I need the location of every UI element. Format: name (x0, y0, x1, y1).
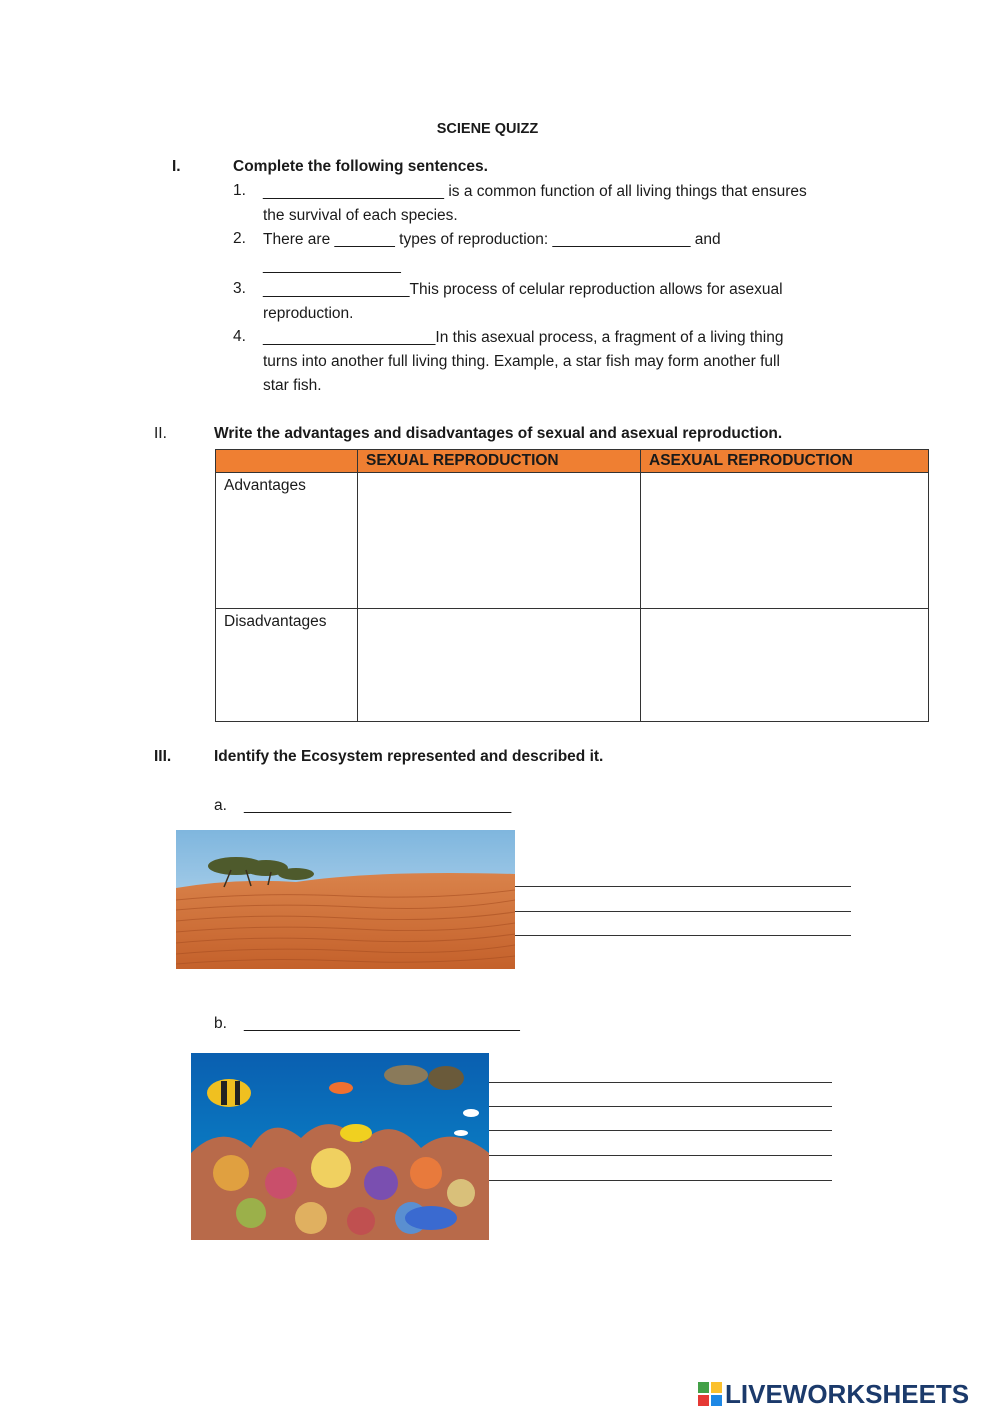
item-2-line-1: There are _______ types of reproduction: ________________ and (263, 231, 721, 248)
answer-line-a-2[interactable] (515, 911, 851, 912)
item-a-answer-blank[interactable]: _______________________________ (244, 797, 512, 814)
page-title: SCIENE QUIZZ (436, 121, 539, 137)
liveworksheets-logo-icon (698, 1382, 722, 1406)
answer-line-a-3[interactable] (515, 935, 851, 936)
section-2-heading: Write the advantages and disadvantages of sexual and asexual reproduction. (214, 425, 783, 442)
row-label-advantages: Advantages (216, 473, 358, 609)
liveworksheets-logo (698, 1380, 969, 1408)
table-row-disadvantages (216, 609, 929, 722)
section-3-heading: Identify the Ecosystem represented and described it. (214, 748, 604, 765)
item-1-line-2: the survival of each species. (263, 207, 458, 224)
answer-line-b-5[interactable] (489, 1180, 832, 1181)
item-2-number: 2. (233, 230, 246, 247)
table-header-asexual: ASEXUAL REPRODUCTION (641, 450, 929, 473)
item-1-number: 1. (233, 182, 246, 199)
item-4-number: 4. (233, 328, 246, 345)
item-3-number: 3. (233, 280, 246, 297)
item-2-line-2: ________________ (263, 257, 401, 274)
table-header-empty (216, 450, 358, 473)
table-header-sexual: SEXUAL REPRODUCTION (358, 450, 641, 473)
answer-line-b-2[interactable] (489, 1106, 832, 1107)
item-b-label: b. (214, 1015, 227, 1032)
section-3-number: III. (154, 748, 172, 765)
item-a-label: a. (214, 797, 227, 814)
section-1-number: I. (172, 158, 181, 175)
item-4-line-3: star fish. (263, 377, 322, 394)
answer-line-a-1[interactable] (515, 886, 851, 887)
answer-line-b-3[interactable] (489, 1130, 832, 1131)
reproduction-table (215, 449, 929, 722)
row-label-disadvantages: Disadvantages (216, 609, 358, 722)
item-3-line-2: reproduction. (263, 305, 354, 322)
item-b-answer-blank[interactable]: ________________________________ (244, 1015, 520, 1032)
item-1-line-1: _____________________ is a common function of all living things that ensures (263, 183, 807, 200)
table-row-advantages (216, 473, 929, 609)
answer-line-b-1[interactable] (489, 1082, 832, 1083)
answer-cell-sexual-advantages[interactable] (358, 473, 641, 609)
section-1-heading: Complete the following sentences. (233, 158, 488, 175)
answer-cell-sexual-disadvantages[interactable] (358, 609, 641, 722)
table-header-row (216, 450, 929, 473)
answer-cell-asexual-advantages[interactable] (641, 473, 929, 609)
item-4-line-2: turns into another full living thing. Example, a star fish may form another full (263, 353, 780, 370)
item-4-line-1: ____________________In this asexual process, a fragment of a living thing (263, 329, 784, 346)
answer-cell-asexual-disadvantages[interactable] (641, 609, 929, 722)
item-3-line-1: _________________This process of celular reproduction allows for asexual (263, 281, 783, 298)
coral-reef-image (191, 1053, 489, 1240)
section-2-number: II. (154, 425, 167, 442)
answer-line-b-4[interactable] (489, 1155, 832, 1156)
liveworksheets-logo-text: LIVEWORKSHEETS (725, 1378, 970, 1409)
desert-image (176, 830, 515, 969)
